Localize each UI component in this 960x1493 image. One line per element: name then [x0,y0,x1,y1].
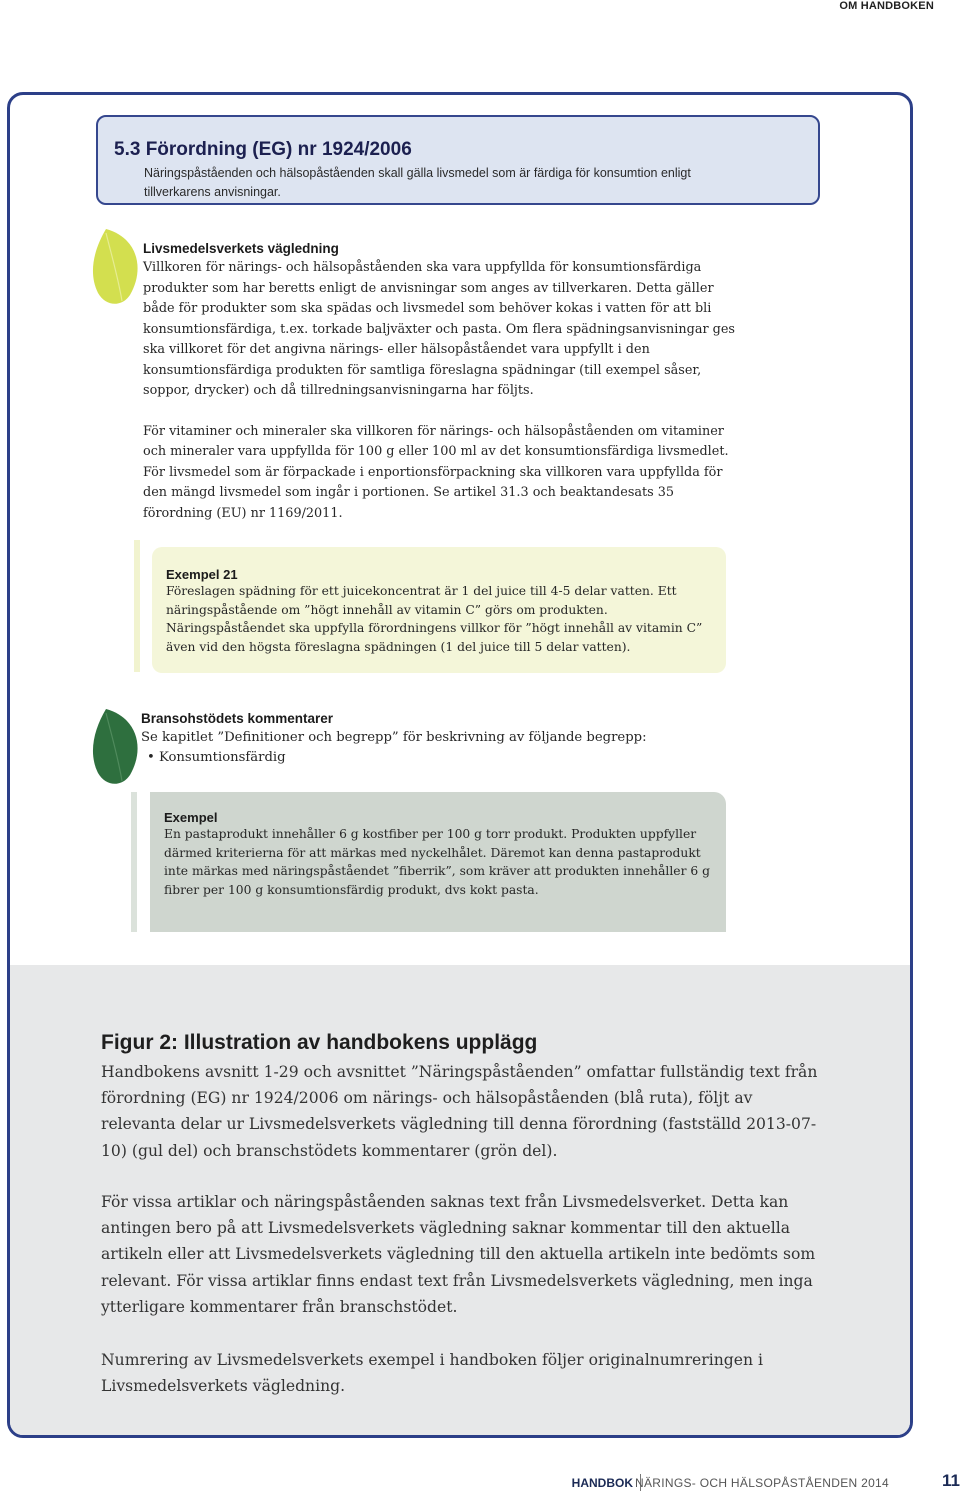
green-side-bar [131,792,137,932]
industry-comments-section [141,711,741,768]
example-21-heading: Exempel 21 [166,567,238,582]
industry-example-text: En pastaprodukt innehåller 6 g kostfiber per 100 g torr produkt. Produkten uppfyller därmed kriterierna för att märkas med nyckelhålet. Däremot kan denna pastaprodukt inte märkas med näringspåståendet ”fiberrik”, som kräver att produkten innehåller 6 g fibrer per 100 g konsumtionsfärdig produkt, dvs kokt pasta. [164,827,710,897]
caption-title: Figur 2: Illustration av handbokens upplägg [101,1031,538,1054]
figure-frame [7,92,913,1438]
footer-handbook-label: HANDBOK [571,1476,633,1490]
yellow-side-bar [134,540,140,672]
industry-example-heading: Exempel [164,810,218,825]
industry-example-box [150,792,726,932]
green-leaf-icon [92,707,144,787]
industry-comments-heading: Bransohstödets kommentarer [141,711,334,726]
agency-guidance-paragraph: För vitaminer och mineraler ska villkoren för närings- och hälsopåståenden om vitaminer och mineraler vara uppfyllda för 100 g eller 100 ml av det konsumtionsfärdiga livsmedlet. För livsmedel som är förpackade i enportionsförpackning ska villkoren vara uppfyllda för den mängd livsmedel som ingår i portionen. Se artikel 31.3 och beaktandesats 35 förordning (EU) nr 1169/2011. [143,423,729,521]
yellow-leaf-icon [92,227,144,307]
footer-title: NÄRINGS- OCH HÄLSOPÅSTÅENDEN 2014 [635,1476,889,1490]
example-21-box [152,547,726,673]
caption-paragraph: Handbokens avsnitt 1-29 och avsnittet ”Näringspåståenden” omfattar fullständig text från förordning (EG) nr 1924/2006 om närings- och hälsopåståenden (blå ruta), följt av relevanta delar ur Livsmedelsverkets vägledning till denna förordning (fastställd 2013-07-10) (gul del) och branschstödets kommentarer (grön del). [101,1063,818,1160]
page-number: 11 [942,1471,960,1490]
figure-caption [10,965,910,1435]
bullet-item: • Konsumtionsfärdig [147,750,286,765]
page-footer [0,1471,960,1493]
bullet-text: Konsumtionsfärdig [158,750,286,765]
regulation-subtitle: Näringspåståenden och hälsopåståenden skall gälla livsmedel som är färdiga för konsumtion enligt tillverkarens anvisningar. [144,166,691,199]
caption-paragraph: Numrering av Livsmedelsverkets exempel i handboken följer originalnumreringen i Livsmedelsverkets vägledning. [101,1351,763,1396]
agency-guidance-heading: Livsmedelsverkets vägledning [143,241,339,256]
running-head: OM HANDBOKEN [839,0,934,12]
regulation-title: 5.3 Förordning (EG) nr 1924/2006 [114,139,412,160]
caption-paragraph: För vissa artiklar och näringspåståenden saknas text från Livsmedelsverket. Detta kan antingen bero på att Livsmedelsverkets vägledning saknar kommentar till den aktuella artikeln eller att Livsmedelsverkets vägledning till den aktuella artikeln inte bedömts som relevant. För vissa artiklar finns endast text från Livsmedelsverkets vägledning, men inga ytterligare kommentarer från branschstödet. [101,1193,816,1316]
regulation-box [96,115,820,205]
agency-guidance-section [143,241,743,524]
agency-guidance-paragraph: Villkoren för närings- och hälsopåståenden ska vara uppfyllda för konsumtionsfärdiga produkter som har beretts enligt de anvisningar som anges av tillverkaren. Detta gäller både för produkter som ska spädas och livsmedel som behöver kokas i vatten för att bli konsumtionsfärdiga, t.ex. torkade baljväxter och pasta. Om flera spädningsanvisningar ges ska villkoret för det angivna närings- eller hälsopåståendet vara uppfyllt i den konsumtionsfärdiga produkten för samtliga föreslagna spädningar (till exempel såser, soppor, drycker) och då tillredningsanvisningarna har följts. [143,260,735,398]
example-21-text: Föreslagen spädning för ett juicekoncentrat är 1 del juice till 4-5 delar vatten. Ett näringspåstående om ”högt innehåll av vitamin C” görs om produkten. Näringspåståendet ska uppfylla förordningens villkor för ”högt innehåll av vitamin C” även vid den högsta föreslagna spädningen (1 del juice till 5 delar vatten). [166,584,703,654]
industry-comments-intro: Se kapitlet ”Definitioner och begrepp” för beskrivning av följande begrepp: [141,730,647,745]
